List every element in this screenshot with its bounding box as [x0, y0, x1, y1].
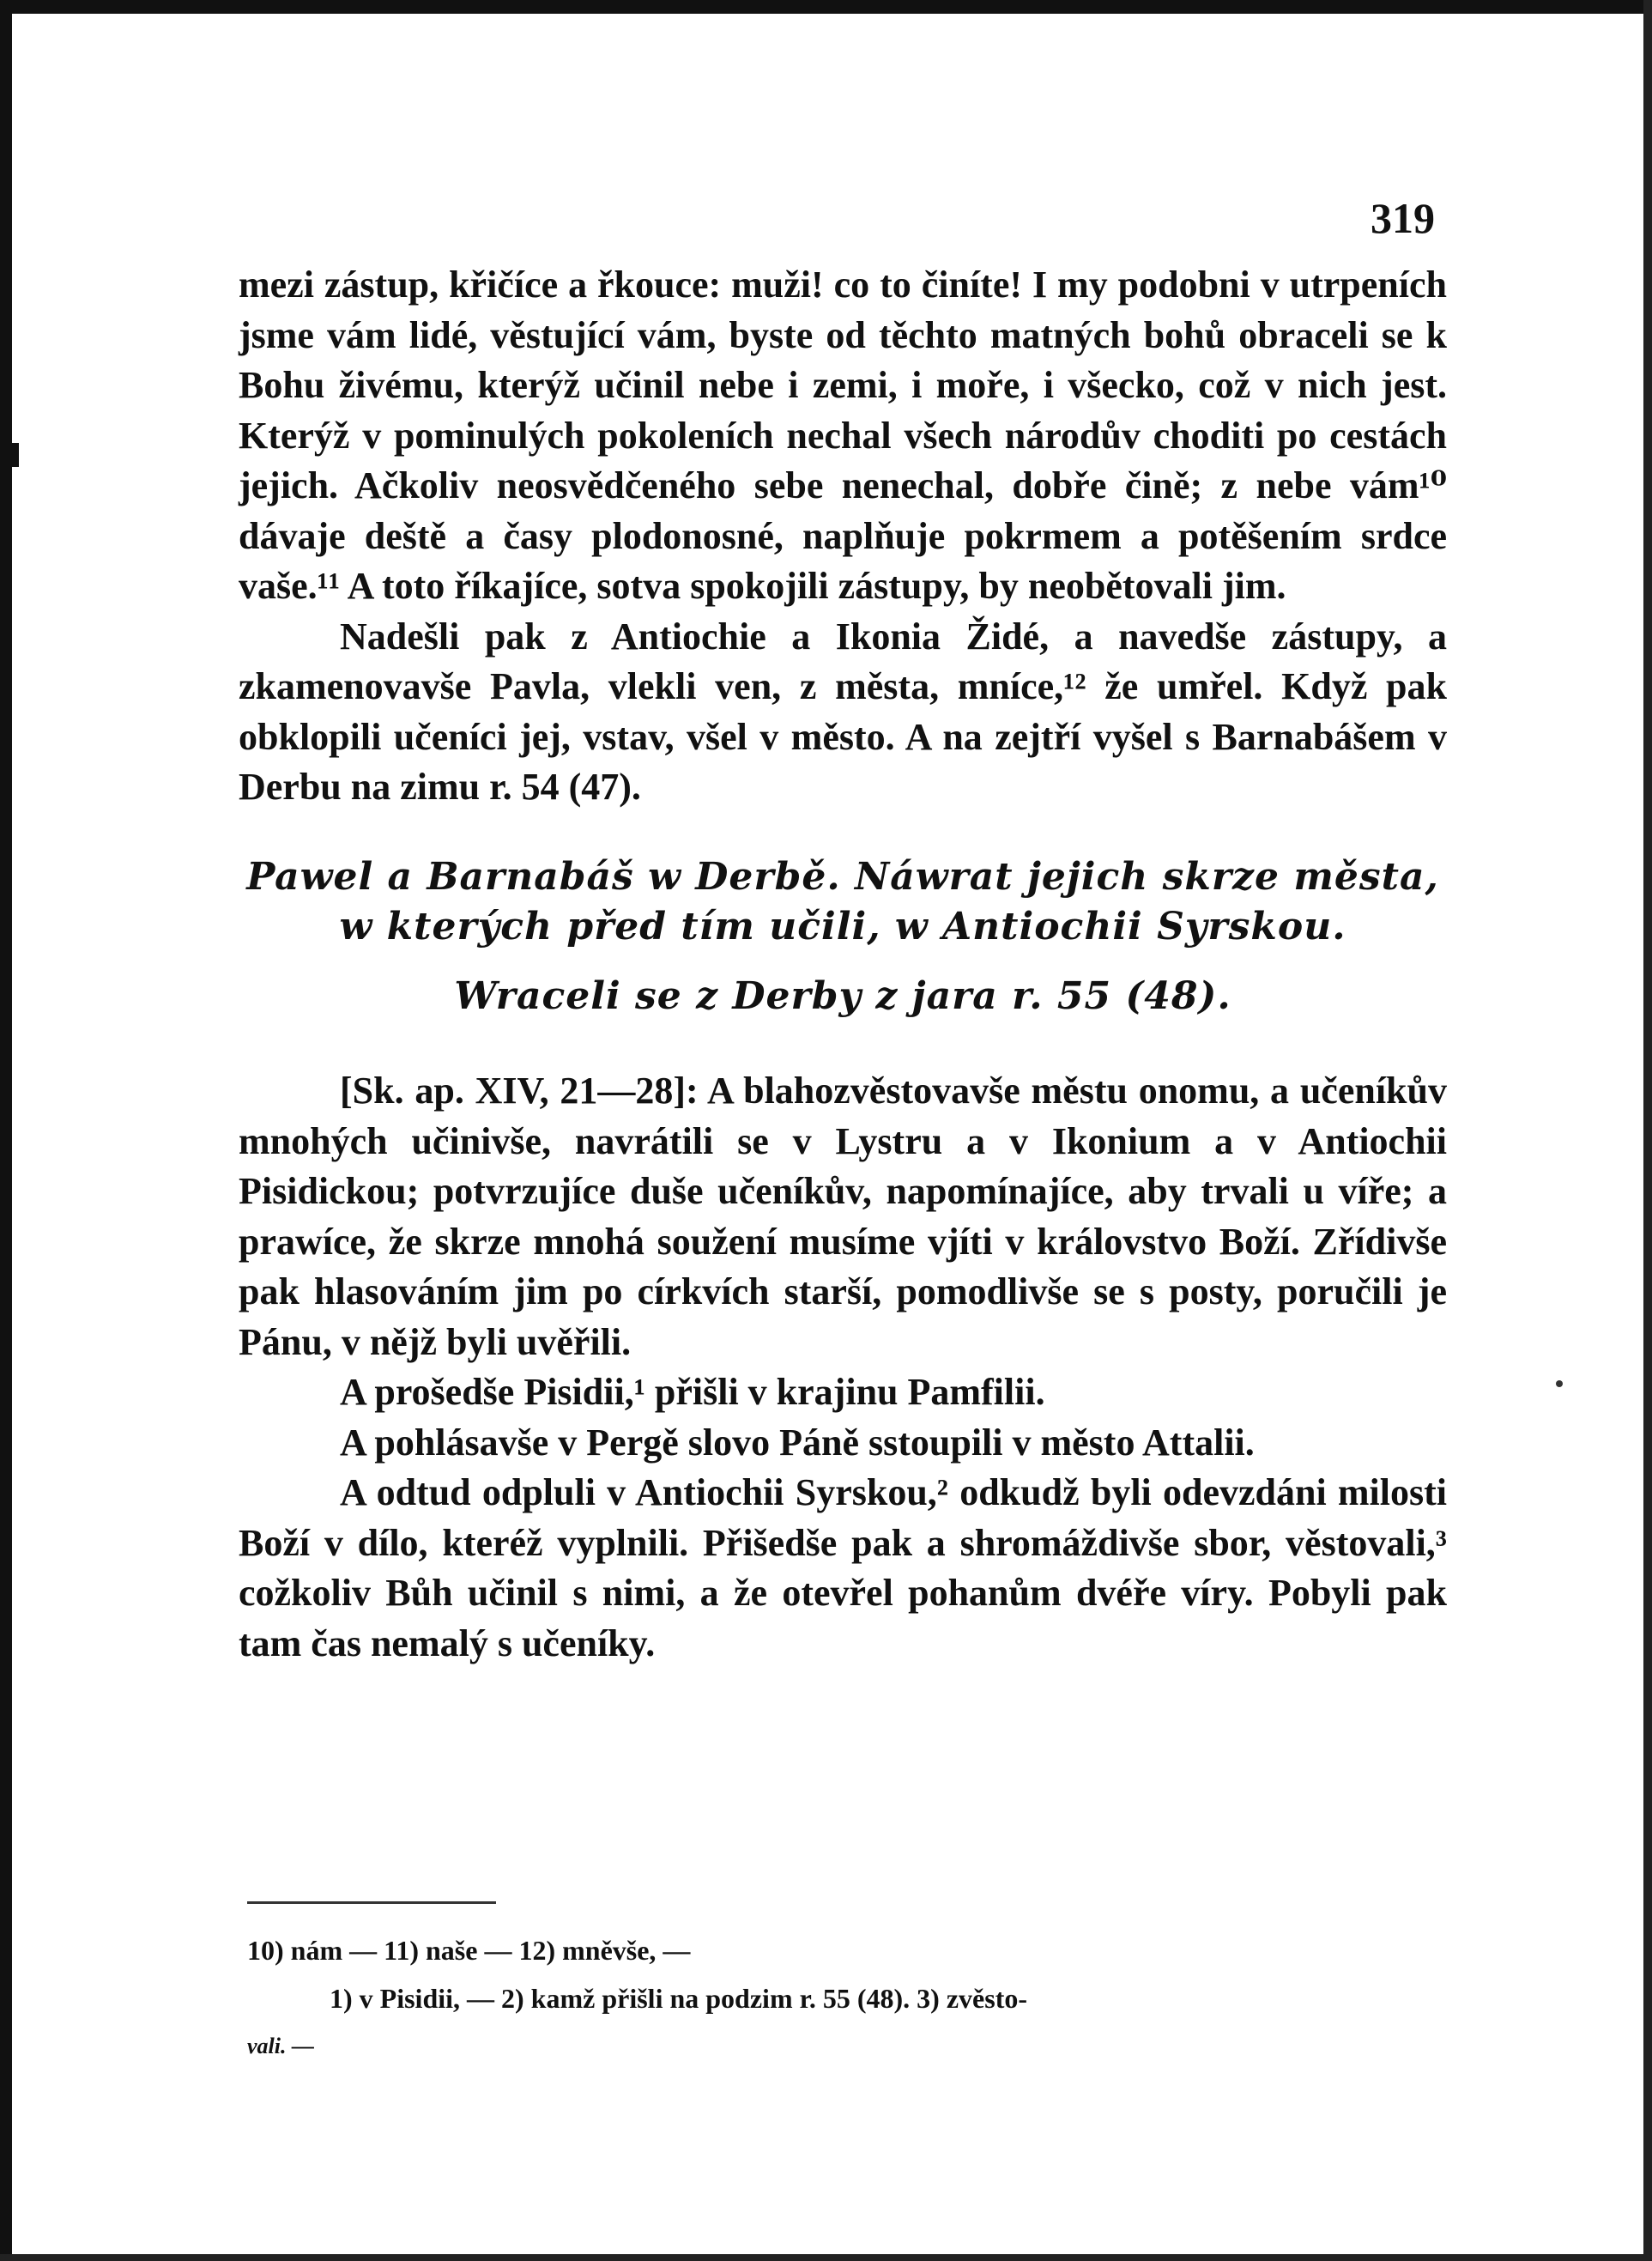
scan-border-top — [0, 0, 1652, 14]
paragraph-4: A prošedše Pisidii,¹ přišli v krajinu Pamfilii. — [340, 1371, 1045, 1413]
paragraph-1: mezi zástup, křičíce a řkouce: muži! co to činíte! I my podobni v utrpeních jsme vám lidé, věstující vám, byste od těchto matných bohů obraceli se k Bohu živému, kterýž učinil nebe i zemi, i moře, i všecko, což v nich jest. Kterýž v pominulých pokoleních nechal všech národův choditi po cestách jejich. Ačkoliv neosvědčeného sebe nenechal, dobře čině; z nebe vám¹⁰ dávaje deště a časy plodonosné, naplňuje pokrmem a potěšením srdce vaše.¹¹ A toto říkajíce, sotva spokojili zástupy, by neobětovali jim. — [239, 264, 1447, 607]
footnotes — [247, 1926, 1449, 2070]
speck-dot — [1556, 1380, 1563, 1387]
footnote-line-2: 1) v Pisidii, — 2) kamž přišli na podzim r. 55 (48). 3) zvěsto- — [330, 1983, 1027, 2014]
paragraph-5: A pohlásavše v Pergě slovo Páně sstoupili v město Attalii. — [340, 1421, 1255, 1464]
page-body — [239, 260, 1447, 1669]
scan-border-bottom — [0, 2254, 1652, 2261]
section-subheading: Wraceli se z Derby z jara r. 55 (48). — [454, 973, 1231, 1018]
scan-border-left — [0, 0, 12, 2261]
footnote-line-1: 10) nám — 11) naše — 12) mněvše, — — [247, 1935, 691, 1966]
scan-border-right — [1643, 0, 1652, 2261]
margin-mark — [9, 443, 19, 467]
footnote-line-3: vali. — — [247, 2034, 314, 2058]
footnote-divider — [247, 1901, 496, 1904]
paragraph-2: Nadešli pak z Antiochie a Ikonia Židé, a navedše zástupy, a zkamenovavše Pavla, vlekli ven, z města, mníce,¹² že umřel. Když pak obklopili učeníci jej, vstav, všel v město. A na zejtří vyšel s Barnabášem v Derbu na zimu r. 54 (47). — [239, 615, 1447, 808]
paragraph-3: [Sk. ap. XIV, 21—28]: A blahozvěstovavše městu onomu, a učeníkův mnohých učinivše, navrátili se v Lystru a v Ikonium a v Antiochii Pisidickou; potvrzujíce duše učeníkův, napomínajíce, aby trvali u víře; a prawíce, že skrze mnohá soužení musíme vjíti v královstvo Boží. Zřídivše pak hlasováním jim po církvích starší, pomodlivše se s posty, poručili je Pánu, v nějž byli uvěřili. — [239, 1070, 1447, 1363]
section-heading: Pawel a Barnabáš w Derbě. Náwrat jejich skrze města, w kterých před tím učili, w Antiochii Syrskou. — [246, 854, 1439, 949]
paragraph-6: A odtud odpluli v Antiochii Syrskou,² odkudž byli odevzdáni milosti Boží v dílo, kteréž vyplnili. Přišedše pak a shromáždivše sbor, věstovali,³ cožkoliv Bůh učinil s nimi, a že otevřel pohanům dvéře víry. Pobyli pak tam čas nemalý s učeníky. — [239, 1471, 1447, 1664]
page-number: 319 — [1371, 194, 1435, 242]
